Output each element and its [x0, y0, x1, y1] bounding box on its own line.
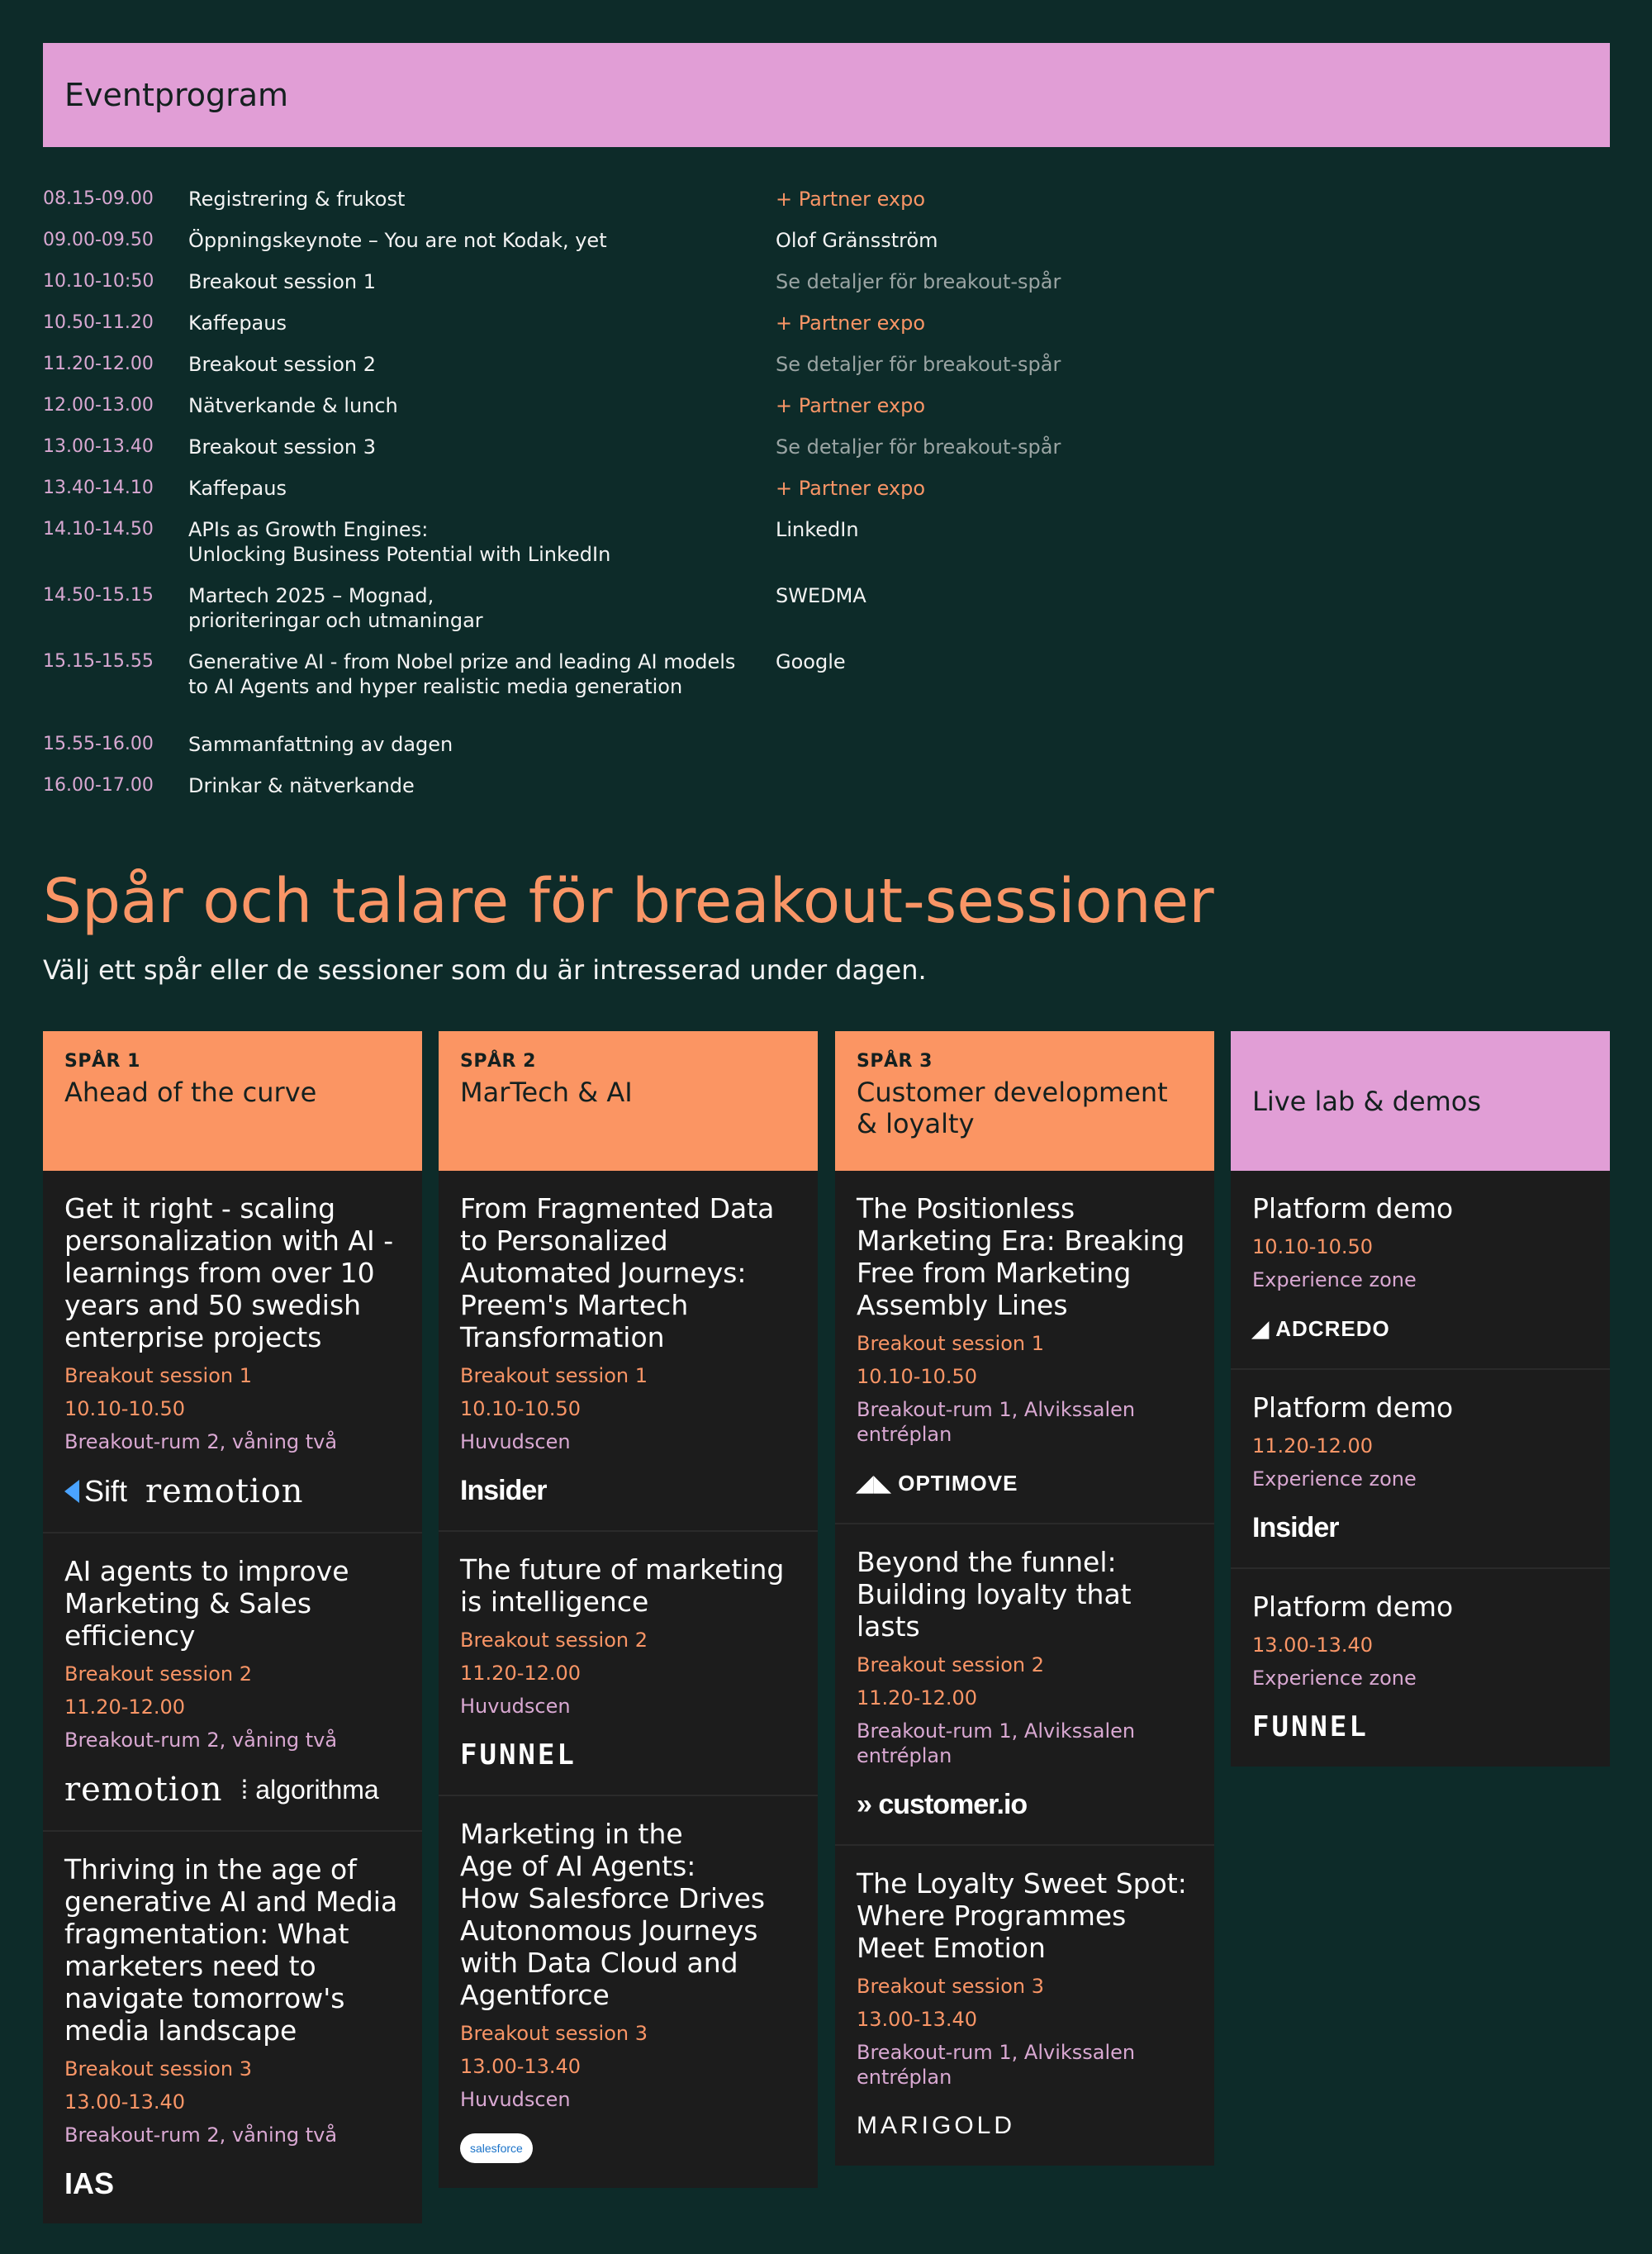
- track-column: [835, 1031, 1214, 2166]
- session-card[interactable]: [43, 1534, 422, 1832]
- logo-algorithma: ⁞ algorithma: [240, 1774, 379, 1805]
- session-slot: Breakout session 1: [857, 1332, 1044, 1355]
- partner-logos: [1252, 1709, 1588, 1745]
- logo-remotion: remotion: [64, 1771, 223, 1809]
- session-time: 10.10-10.50: [64, 1397, 186, 1420]
- session-card[interactable]: [43, 1832, 422, 2223]
- session-room: Huvudscen: [460, 2088, 571, 2111]
- track-name: Live lab & demos: [1252, 1085, 1482, 1117]
- partner-logos: [64, 1771, 401, 1809]
- program-title: Eventprogram: [64, 77, 289, 113]
- schedule-activity: Kaffepaus: [188, 477, 287, 500]
- schedule-info[interactable]: + Partner expo: [776, 188, 926, 211]
- session-title: Platform demo: [1252, 1192, 1454, 1224]
- logo-ias: IAS: [64, 2166, 115, 2200]
- session-time: 11.20-12.00: [64, 1695, 186, 1719]
- track-header[interactable]: [439, 1031, 818, 1171]
- schedule-info[interactable]: + Partner expo: [776, 477, 926, 500]
- track-header[interactable]: [835, 1031, 1214, 1171]
- program-header: [43, 43, 1610, 147]
- session-room: Breakout-rum 2, våning två: [64, 1430, 338, 1453]
- logo-insider: Insider: [460, 1474, 547, 1506]
- track-label: SPÅR 2: [460, 1051, 536, 1072]
- track-label: SPÅR 3: [857, 1051, 933, 1072]
- schedule-info: Olof Gränsström: [776, 229, 938, 252]
- session-time: 10.10-10.50: [1252, 1235, 1374, 1258]
- schedule-activity: Kaffepaus: [188, 311, 287, 335]
- schedule-time: 13.40-14.10: [43, 478, 154, 498]
- schedule-time: 08.15-09.00: [43, 188, 154, 209]
- track-column: [1231, 1031, 1610, 1767]
- schedule-activity: Nätverkande & lunch: [188, 394, 398, 417]
- partner-logos: [1252, 1310, 1588, 1347]
- partner-logos: [460, 1472, 796, 1509]
- session-slot: Breakout session 2: [857, 1653, 1044, 1676]
- schedule-activity: APIs as Growth Engines: Unlocking Business Potential with LinkedIn: [188, 518, 611, 566]
- schedule-info[interactable]: Se detaljer för breakout-spår: [776, 353, 1061, 376]
- session-slot: Breakout session 3: [460, 2022, 648, 2045]
- track-column: [439, 1031, 818, 2188]
- session-time: 10.10-10.50: [857, 1365, 978, 1388]
- schedule-activity: Breakout session 3: [188, 435, 376, 459]
- session-title: AI agents to improve Marketing & Sales efficiency: [64, 1555, 349, 1652]
- track-header[interactable]: [43, 1031, 422, 1171]
- schedule-info: LinkedIn: [776, 518, 859, 541]
- logo-salesforce: salesforce: [460, 2133, 533, 2163]
- track-column: [43, 1031, 422, 2223]
- session-card[interactable]: [43, 1171, 422, 1534]
- session-time: 13.00-13.40: [460, 2055, 582, 2078]
- schedule-activity: Öppningskeynote – You are not Kodak, yet: [188, 229, 607, 252]
- schedule-activity: Drinkar & nätverkande: [188, 774, 415, 797]
- session-slot: Breakout session 3: [857, 1975, 1044, 1998]
- session-slot: Breakout session 2: [64, 1662, 252, 1686]
- session-title: Thriving in the age of generative AI and Media fragmentation: What marketers need to navigate tomorrow's media landscape: [64, 1853, 398, 2047]
- session-title: The Loyalty Sweet Spot: Where Programmes Meet Emotion: [857, 1867, 1187, 1964]
- partner-logos: [1252, 1510, 1588, 1546]
- track-label: SPÅR 1: [64, 1051, 140, 1072]
- schedule-time: 14.10-14.50: [43, 519, 154, 540]
- schedule-time: 13.00-13.40: [43, 436, 154, 457]
- partner-logos: [857, 2108, 1193, 2144]
- logo-sift: Sift: [64, 1474, 127, 1509]
- sift-mark-icon: [64, 1480, 79, 1503]
- breakout-title: Spår och talare för breakout-sessioner: [43, 866, 1214, 937]
- session-card[interactable]: [1231, 1370, 1610, 1569]
- schedule-time: 09.00-09.50: [43, 230, 154, 250]
- schedule-time: 15.15-15.55: [43, 651, 154, 672]
- logo-marigold: MARIGOLD: [857, 2112, 1016, 2139]
- session-time: 11.20-12.00: [857, 1686, 978, 1710]
- schedule-info: Google: [776, 650, 846, 673]
- partner-logos: [460, 1737, 796, 1773]
- track-name: Ahead of the curve: [64, 1077, 317, 1108]
- schedule-info[interactable]: Se detaljer för breakout-spår: [776, 435, 1061, 459]
- schedule-activity: Breakout session 2: [188, 353, 376, 376]
- session-room: Breakout-rum 2, våning två: [64, 2123, 338, 2147]
- breakout-subtitle: Välj ett spår eller de sessioner som du är intresserad under dagen.: [43, 954, 927, 986]
- schedule-time: 11.20-12.00: [43, 354, 154, 374]
- session-room: Huvudscen: [460, 1430, 571, 1453]
- session-title: Beyond the funnel: Building loyalty that lasts: [857, 1546, 1132, 1643]
- schedule-info[interactable]: Se detaljer för breakout-spår: [776, 270, 1061, 293]
- session-slot: Breakout session 1: [460, 1364, 648, 1387]
- schedule-activity: Martech 2025 – Mognad, prioriteringar och utmaningar: [188, 584, 483, 632]
- logo-optimove: ◢◣ OPTIMOVE: [857, 1470, 1018, 1496]
- schedule-time: 12.00-13.00: [43, 395, 154, 416]
- track-name: MarTech & AI: [460, 1077, 633, 1108]
- session-time: 11.20-12.00: [1252, 1434, 1374, 1457]
- session-title: From Fragmented Data to Personalized Automated Journeys: Preem's Martech Transformation: [460, 1192, 775, 1353]
- session-slot: Breakout session 2: [460, 1629, 648, 1652]
- session-room: Experience zone: [1252, 1268, 1417, 1291]
- session-time: 11.20-12.00: [460, 1662, 582, 1685]
- session-title: Marketing in the Age of AI Agents: How Salesforce Drives Autonomous Journeys with Data Cloud and Agentforce: [460, 1818, 766, 2011]
- session-card[interactable]: [439, 1796, 818, 2188]
- session-room: Experience zone: [1252, 1667, 1417, 1690]
- session-title: Platform demo: [1252, 1591, 1454, 1623]
- partner-logos: [64, 1472, 401, 1510]
- session-card[interactable]: [439, 1171, 818, 1532]
- logo-customer-io: » customer.io: [857, 1788, 1028, 1820]
- session-room: Breakout-rum 1, Alvikssalen entréplan: [857, 1398, 1136, 1446]
- schedule-activity: Sammanfattning av dagen: [188, 733, 453, 756]
- session-card[interactable]: [1231, 1171, 1610, 1370]
- schedule-time: 10.10-10:50: [43, 271, 154, 292]
- logo-insider: Insider: [1252, 1511, 1339, 1543]
- session-title: The Positionless Marketing Era: Breaking Free from Marketing Assembly Lines: [857, 1192, 1185, 1321]
- logo-funnel: FUNNEL: [460, 1738, 577, 1771]
- schedule-info[interactable]: + Partner expo: [776, 394, 926, 417]
- schedule-activity: Registrering & frukost: [188, 188, 406, 211]
- logo-remotion: remotion: [145, 1472, 304, 1510]
- session-slot: Breakout session 1: [64, 1364, 252, 1387]
- session-card[interactable]: [439, 1532, 818, 1796]
- session-room: Breakout-rum 1, Alvikssalen entréplan: [857, 1719, 1136, 1767]
- schedule-activity: Breakout session 1: [188, 270, 376, 293]
- session-room: Breakout-rum 2, våning två: [64, 1729, 338, 1752]
- session-title: Platform demo: [1252, 1391, 1454, 1424]
- session-time: 13.00-13.40: [64, 2090, 186, 2114]
- schedule-activity: Generative AI - from Nobel prize and leading AI models to AI Agents and hyper realistic media generation: [188, 650, 736, 698]
- partner-logos: [857, 1786, 1193, 1823]
- session-slot: Breakout session 3: [64, 2057, 252, 2080]
- session-card[interactable]: [1231, 1569, 1610, 1767]
- schedule-time: 10.50-11.20: [43, 312, 154, 333]
- session-title: The future of marketing is intelligence: [460, 1553, 785, 1618]
- partner-logos: [460, 2130, 796, 2166]
- schedule-info: SWEDMA: [776, 584, 866, 607]
- schedule-time: 15.55-16.00: [43, 734, 154, 754]
- session-title: Get it right - scaling personalization with AI - learnings from over 10 years and 50 swedish enterprise projects: [64, 1192, 394, 1353]
- session-card[interactable]: [835, 1524, 1214, 1846]
- session-time: 13.00-13.40: [1252, 1633, 1374, 1657]
- schedule-info[interactable]: + Partner expo: [776, 311, 926, 335]
- session-card[interactable]: [835, 1846, 1214, 2166]
- session-time: 13.00-13.40: [857, 2008, 978, 2031]
- session-card[interactable]: [835, 1171, 1214, 1524]
- session-time: 10.10-10.50: [460, 1397, 582, 1420]
- logo-funnel: FUNNEL: [1252, 1710, 1369, 1743]
- session-room: Huvudscen: [460, 1695, 571, 1718]
- logo-adcredo: ◢ ADCREDO: [1252, 1315, 1390, 1341]
- schedule-time: 14.50-15.15: [43, 585, 154, 606]
- schedule-time: 16.00-17.00: [43, 775, 154, 796]
- session-room: Breakout-rum 1, Alvikssalen entréplan: [857, 2041, 1136, 2089]
- session-room: Experience zone: [1252, 1467, 1417, 1491]
- track-name: Customer development & loyalty: [857, 1077, 1168, 1139]
- partner-logos: [64, 2166, 401, 2202]
- track-header[interactable]: [1231, 1031, 1610, 1171]
- partner-logos: [857, 1465, 1193, 1501]
